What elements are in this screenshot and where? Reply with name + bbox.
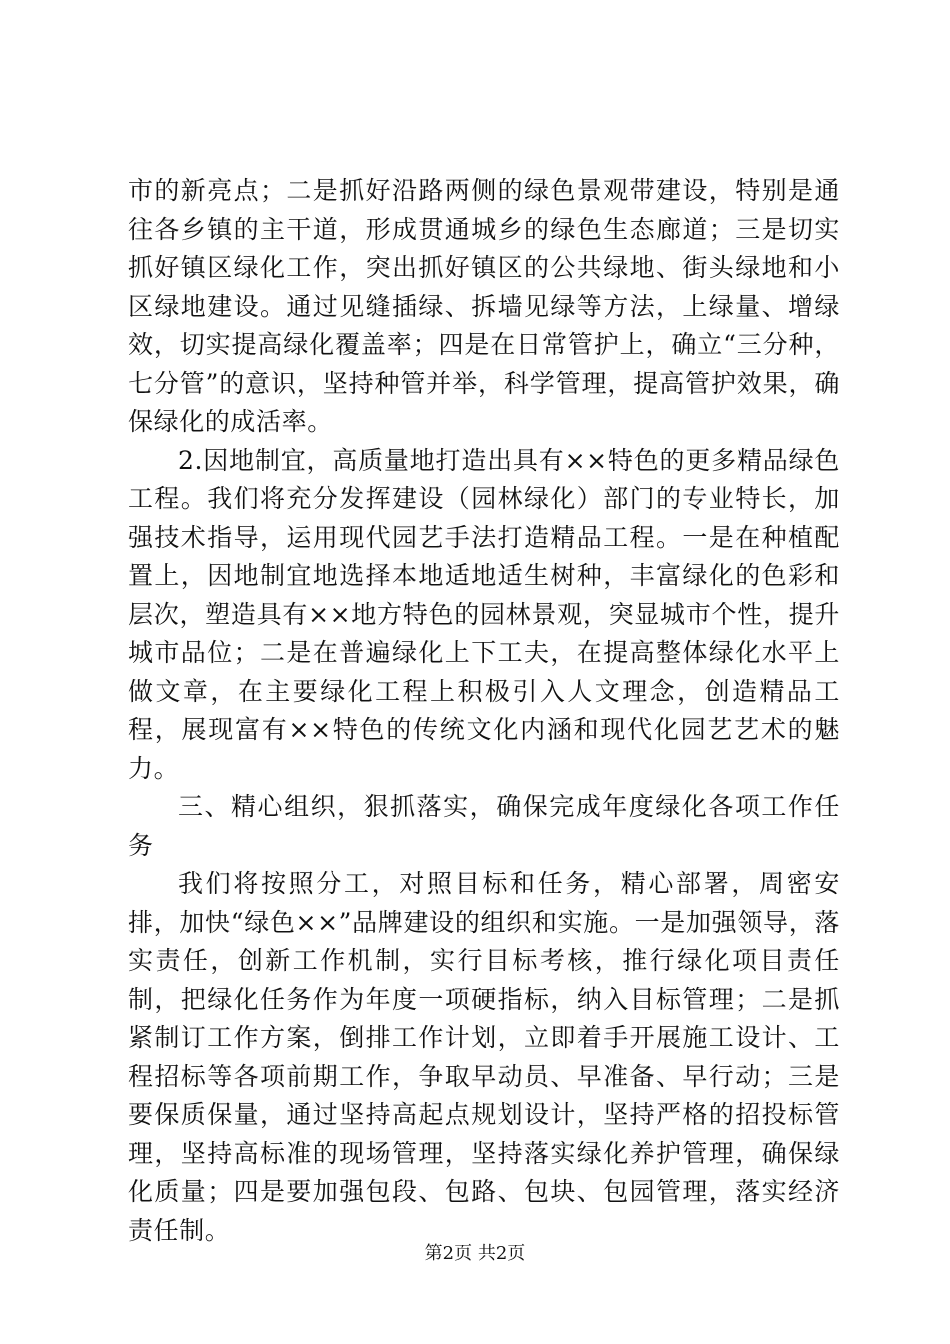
- paragraph-section-2: 2.因地制宜，高质量地打造出具有××特色的更多精品绿色工程。我们将充分发挥建设（园林绿化）部门的专业特长，加强技术指导，运用现代园艺手法打造精品工程。一是在种植配置上，因地制宜地选择本地适地适生树种，丰富绿化的色彩和层次，塑造具有××地方特色的园林景观，突显城市个性，提升城市品位；二是在普遍绿化上下工夫，在提高整体绿化水平上做文章，在主要绿化工程上积极引入人文理念，创造精品工程，展现富有××特色的传统文化内涵和现代化园艺艺术的魅力。: [128, 445, 840, 783]
- page-footer: 第2页 共2页: [424, 1243, 526, 1264]
- paragraph-continuation: 市的新亮点；二是抓好沿路两侧的绿色景观带建设，特别是通往各乡镇的主干道，形成贯通城乡的绿色生态廊道；三是切实抓好镇区绿化工作，突出抓好镇区的公共绿地、街头绿地和小区绿地建设。通过见缝插绿、拆墙见绿等方法，上绿量、增绿效，切实提高绿化覆盖率；四是在日常管护上，确立“三分种，七分管”的意识，坚持种管并举，科学管理，提高管护效果，确保绿化的成活率。: [128, 176, 840, 436]
- paragraph-section-3: 我们将按照分工，对照目标和任务，精心部署，周密安排，加快“绿色××”品牌建设的组织和实施。一是加强领导，落实责任，创新工作机制，实行目标考核，推行绿化项目责任制，把绿化任务作为年度一项硬指标，纳入目标管理；二是抓紧制订工作方案，倒排工作计划，立即着手开展施工设计、工程招标等各项前期工作，争取早动员、早准备、早行动；三是要保质保量，通过坚持高起点规划设计，坚持严格的招投标管理，坚持高标准的现场管理，坚持落实绿化养护管理，确保绿化质量；四是要加强包段、包路、包块、包园管理，落实经济责任制。: [128, 869, 840, 1245]
- document-body: [128, 172, 840, 1250]
- section-heading-3: 三、精心组织，狠抓落实，确保完成年度绿化各项工作任务: [128, 792, 840, 860]
